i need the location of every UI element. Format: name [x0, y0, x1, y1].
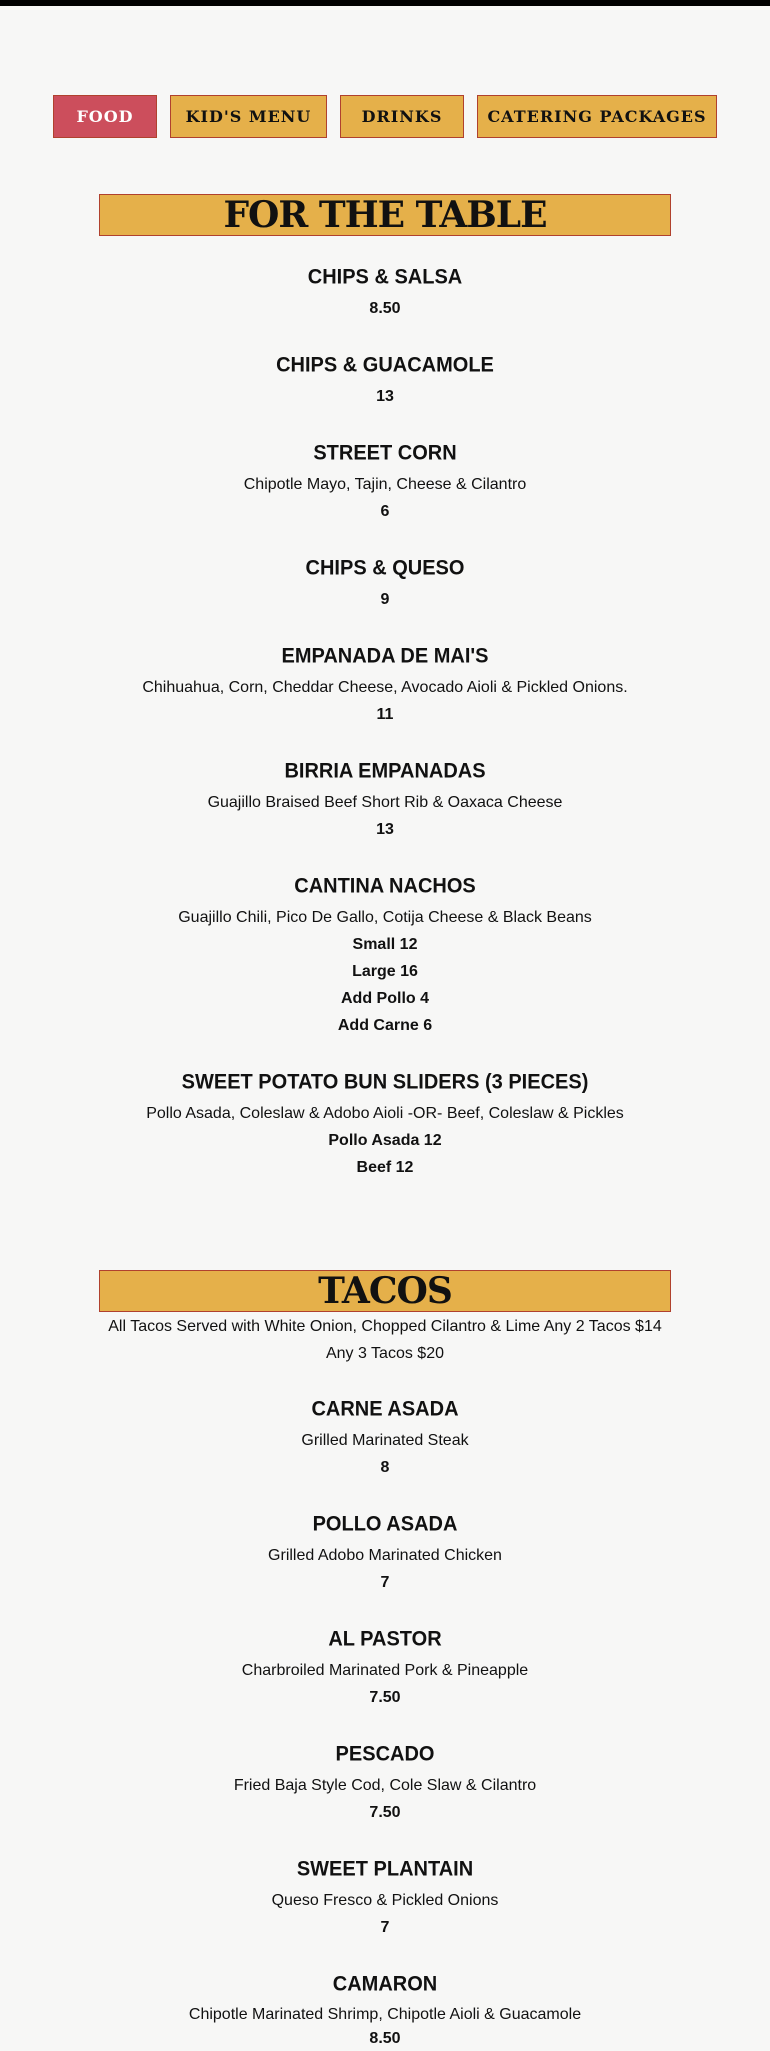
tab-kids-menu[interactable]: KID'S MENU — [170, 95, 327, 138]
menu-item-price: Pollo Asada 12 — [328, 1132, 442, 1149]
section-header-for-the-table: FOR THE TABLE — [99, 194, 671, 236]
menu-tabs — [0, 95, 770, 140]
menu-item-title: CARNE ASADA — [311, 1397, 459, 1421]
menu-item-price: 9 — [380, 591, 390, 608]
menu-item-price: 13 — [376, 388, 394, 405]
menu-item-description: Charbroiled Marinated Pork & Pineapple — [241, 1662, 529, 1679]
menu-item-description: Guajillo Braised Beef Short Rib & Oaxaca Cheese — [207, 794, 563, 811]
menu-item-title: CANTINA NACHOS — [294, 874, 476, 898]
menu-item-title: POLLO ASADA — [312, 1512, 458, 1536]
menu-item-description: Chipotle Mayo, Tajin, Cheese & Cilantro — [243, 476, 527, 493]
menu-item-price: 8 — [380, 1459, 390, 1476]
menu-item-price: 7 — [380, 1919, 390, 1936]
menu-item-price: Add Pollo 4 — [341, 990, 429, 1007]
menu-item-price: Small 12 — [352, 936, 418, 953]
menu-item-price: Large 16 — [352, 963, 418, 980]
menu-item-description: Guajillo Chili, Pico De Gallo, Cotija Cheese & Black Beans — [178, 909, 592, 926]
menu-item-price: 7 — [380, 1574, 390, 1591]
menu-item-description: Chihuahua, Corn, Cheddar Cheese, Avocado Aioli & Pickled Onions. — [142, 679, 628, 696]
menu-item-description: Grilled Marinated Steak — [301, 1432, 469, 1449]
menu-item-price: 7.50 — [369, 1689, 401, 1706]
section-header-tacos: TACOS — [99, 1270, 671, 1312]
menu-item-title: STREET CORN — [313, 441, 457, 465]
menu-item-title: CAMARON — [332, 1972, 438, 1996]
menu-item-price: 8.50 — [369, 300, 401, 317]
menu-item-title: CHIPS & QUESO — [305, 556, 465, 580]
menu-item-title: PESCADO — [335, 1742, 435, 1766]
menu-item-price: 11 — [376, 706, 394, 723]
menu-item-title: SWEET PLANTAIN — [296, 1857, 474, 1881]
menu-item-title: CHIPS & SALSA — [307, 265, 463, 289]
tab-food[interactable]: FOOD — [53, 95, 157, 138]
menu-item-title: AL PASTOR — [328, 1627, 442, 1651]
menu-item-description: Grilled Adobo Marinated Chicken — [268, 1547, 502, 1564]
menu-item-title: BIRRIA EMPANADAS — [284, 759, 486, 783]
section-intro-line: Any 3 Tacos $20 — [325, 1345, 444, 1362]
menu-item-price: 8.50 — [369, 2030, 401, 2047]
menu-item-description: Pollo Asada, Coleslaw & Adobo Aioli -OR- Beef, Coleslaw & Pickles — [146, 1105, 624, 1122]
tab-catering-packages[interactable]: CATERING PACKAGES — [477, 95, 717, 138]
menu-item-price: 7.50 — [369, 1804, 401, 1821]
menu-item-title: CHIPS & GUACAMOLE — [276, 353, 494, 377]
menu-item-title: SWEET POTATO BUN SLIDERS (3 PIECES) — [181, 1070, 589, 1094]
menu-item-description: Queso Fresco & Pickled Onions — [271, 1892, 499, 1909]
menu-item-title: EMPANADA DE MAI'S — [281, 644, 489, 668]
section-intro-line: All Tacos Served with White Onion, Chopped Cilantro & Lime Any 2 Tacos $14 — [108, 1318, 662, 1335]
menu-item-description: Fried Baja Style Cod, Cole Slaw & Cilantro — [233, 1777, 537, 1794]
menu-item-price: Add Carne 6 — [337, 1017, 433, 1034]
tab-drinks[interactable]: DRINKS — [340, 95, 464, 138]
menu-item-price: 13 — [376, 821, 394, 838]
menu-item-price: 6 — [380, 503, 390, 520]
menu-item-price: Beef 12 — [356, 1159, 414, 1176]
top-bar — [0, 0, 770, 6]
menu-item-description: Chipotle Marinated Shrimp, Chipotle Aioli & Guacamole — [188, 2006, 582, 2023]
